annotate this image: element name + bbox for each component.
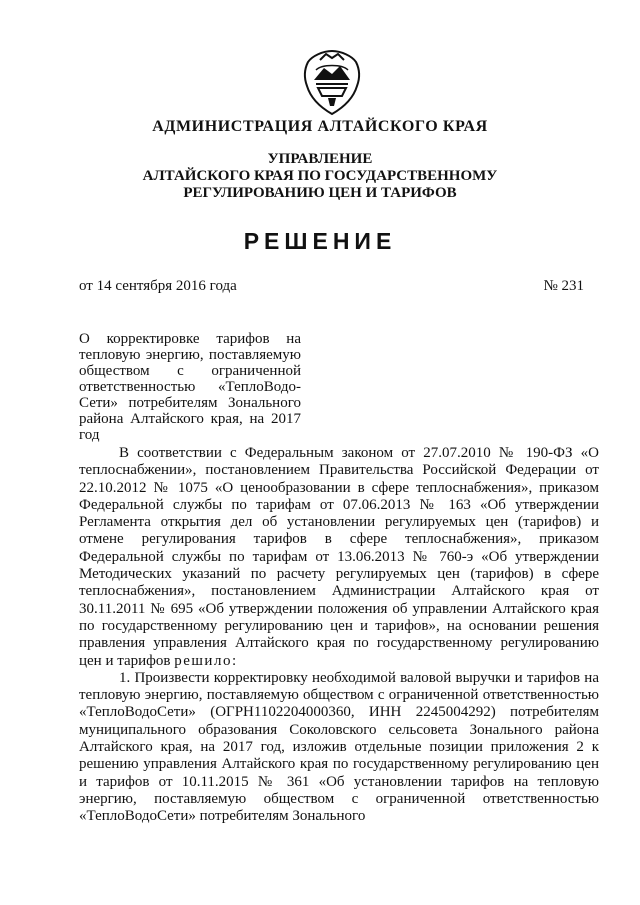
organization-name: АДМИНИСТРАЦИЯ АЛТАЙСКОГО КРАЯ bbox=[152, 118, 488, 135]
document-type-title: РЕШЕНИЕ bbox=[243, 228, 397, 254]
document-body bbox=[79, 445, 599, 826]
department-line: РЕГУЛИРОВАНИЮ ЦЕН И ТАРИФОВ bbox=[183, 185, 457, 201]
coat-of-arms-icon bbox=[300, 48, 364, 118]
preamble-text: В соответствии с Федеральным законом от 27.07.2010 № 190-ФЗ «О теплоснабжении», постановлением Правительства Российской Федерации от 22.10.2012 № 1075 «О ценообразовании в сфере теплоснабжения», приказом Федеральной службы по тарифам от 07.06.2013 № 163 «Об утверждении Регламента открытия дел об установлении регулируемых цен (тарифов) и отмене регулирования тарифов в сфере теплоснабжения», приказом Федеральной службы по тарифам от 13.06.2013 № 760-э «Об утверждении Методических указаний по расчету регулируемых цен (тарифов) в сфере теплоснабжения», постановлением Администрации Алтайского края от 30.11.2011 № 695 «Об утверждении положения об управлении Алтайского края по государственному регулированию цен и тарифов», на основании решения правления управления Алтайского края по государственному регулированию цен и тарифов bbox=[79, 445, 599, 669]
document-date: от 14 сентября 2016 года bbox=[79, 278, 237, 294]
preamble-paragraph bbox=[79, 445, 599, 670]
document-subject: О корректировке тарифов на тепловую энергию, поставляемую обществом с ограниченной ответственностью «ТеплоВодо-Сети» потребителям Зонального района Алтайского края, на 2017 год bbox=[79, 331, 301, 443]
document-number: № 231 bbox=[543, 278, 584, 294]
department-line: УПРАВЛЕНИЕ bbox=[267, 151, 373, 167]
decided-text: решило: bbox=[174, 652, 238, 669]
department-line: АЛТАЙСКОГО КРАЯ ПО ГОСУДАРСТВЕННОМУ bbox=[142, 168, 498, 184]
department-name bbox=[0, 151, 640, 202]
item-1-paragraph: 1. Произвести корректировку необходимой валовой выручки и тарифов на тепловую энергию, поставляемую обществом с ограниченной ответственностью «ТеплоВодоСети» (ОГРН1102204000360, ИНН 2245004292) потребителям муниципального образования Соколовского сельсовета Зонального района Алтайского края, на 2017 год, изложив отдельные позиции приложения 2 к решению управления Алтайского края по государственному регулированию цен и тарифов от 10.11.2015 № 361 «Об установлении тарифов на тепловую энергию, поставляемую обществом с ограниченной ответственностью «ТеплоВодоСети» потребителям Зонального bbox=[79, 669, 599, 825]
